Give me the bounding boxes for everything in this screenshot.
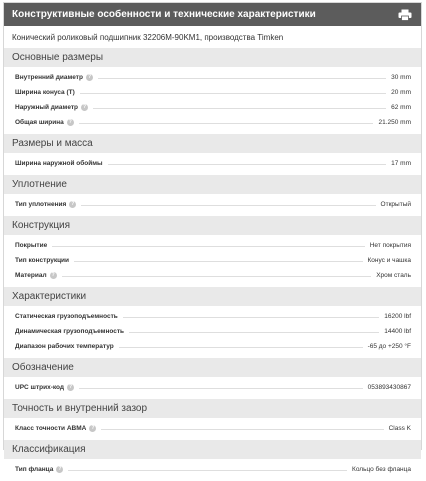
spec-value: Открытый	[380, 201, 411, 208]
spec-label-text: Диапазон рабочих температур	[15, 343, 114, 350]
section-title: Уплотнение	[4, 175, 421, 194]
spec-row	[4, 268, 421, 283]
spec-label	[15, 201, 76, 208]
spec-label	[15, 160, 103, 167]
leader-line	[98, 78, 386, 79]
section-title: Классификация	[4, 440, 421, 459]
section-rows	[4, 153, 421, 175]
leader-line	[68, 470, 347, 471]
section-rows	[4, 459, 421, 481]
spec-label-text: Динамическая грузоподъемность	[15, 328, 125, 335]
product-subtitle: Конический роликовый подшипник 32206M-90KM1, производства Timken	[12, 32, 284, 42]
section-title: Основные размеры	[4, 48, 421, 67]
help-icon[interactable]: ?	[71, 201, 75, 207]
spec-value: Кольцо без фланца	[352, 466, 411, 473]
help-icon[interactable]: ?	[87, 74, 91, 80]
spec-value: 20 mm	[391, 89, 411, 96]
leader-line	[119, 347, 363, 348]
leader-line	[123, 317, 380, 318]
panel-header	[4, 3, 421, 26]
print-icon[interactable]	[397, 8, 413, 22]
section-rows	[4, 194, 421, 216]
leader-line	[93, 108, 386, 109]
spec-value: 30 mm	[391, 74, 411, 81]
spec-row	[4, 309, 421, 324]
spec-row	[4, 238, 421, 253]
section-rows	[4, 235, 421, 287]
spec-label	[15, 272, 57, 279]
spec-value: 14400 lbf	[384, 328, 411, 335]
spec-label-text: Тип уплотнения	[15, 201, 67, 208]
spec-value: 053893430867	[367, 384, 411, 391]
spec-label	[15, 242, 47, 249]
leader-line	[79, 123, 374, 124]
section-title: Характеристики	[4, 287, 421, 306]
leader-line	[81, 205, 375, 206]
spec-row	[4, 70, 421, 85]
spec-row	[4, 462, 421, 477]
spec-value: 17 mm	[391, 160, 411, 167]
spec-label-text: Общая ширина	[15, 119, 64, 126]
spec-value: -65 до +250 °F	[367, 343, 411, 350]
spec-label	[15, 466, 63, 473]
spec-row	[4, 156, 421, 171]
section-title: Обозначение	[4, 358, 421, 377]
help-icon[interactable]: ?	[51, 272, 55, 278]
spec-label-text: Класс точности ABMA	[15, 425, 87, 432]
help-icon[interactable]: ?	[82, 104, 87, 110]
spec-row	[4, 197, 421, 212]
spec-row	[4, 115, 421, 130]
help-icon[interactable]: ?	[91, 425, 95, 431]
spec-value: Хром сталь	[376, 272, 411, 279]
leader-line	[101, 429, 383, 430]
leader-line	[62, 276, 372, 277]
section-rows	[4, 377, 421, 399]
spec-label-text: Статическая грузоподъемность	[15, 313, 118, 320]
spec-row	[4, 380, 421, 395]
spec-value: 62 mm	[391, 104, 411, 111]
section-rows	[4, 306, 421, 358]
section-title: Конструкция	[4, 216, 421, 235]
spec-label	[15, 104, 88, 111]
spec-value: 16200 lbf	[384, 313, 411, 320]
help-icon[interactable]: ?	[58, 466, 62, 472]
leader-line	[108, 164, 387, 165]
spec-label	[15, 74, 93, 81]
section-title: Точность и внутренний зазор	[4, 399, 421, 418]
section-rows	[4, 418, 421, 440]
section-rows	[4, 67, 421, 134]
spec-label	[15, 89, 75, 96]
spec-label-text: Внутренний диаметр	[15, 74, 83, 81]
spec-label	[15, 343, 114, 350]
spec-value: Конус и чашка	[367, 257, 411, 264]
leader-line	[79, 388, 363, 389]
section-title: Размеры и масса	[4, 134, 421, 153]
spec-value: Class K	[388, 425, 411, 432]
spec-label-text: Тип фланца	[15, 466, 54, 473]
spec-label-text: Покрытие	[15, 242, 48, 249]
spec-sections	[4, 48, 421, 481]
spec-label	[15, 257, 69, 264]
help-icon[interactable]: ?	[68, 119, 72, 125]
spec-label	[15, 425, 96, 432]
spec-row	[4, 100, 421, 115]
spec-label-text: UPC штрих-код	[15, 384, 65, 391]
spec-label	[15, 119, 74, 126]
spec-label-text: Наружный диаметр	[15, 104, 79, 111]
spec-row	[4, 85, 421, 100]
leader-line	[129, 332, 379, 333]
panel-title: Конструктивные особенности и технические характеристики	[12, 9, 316, 20]
spec-row	[4, 253, 421, 268]
leader-line	[74, 261, 362, 262]
spec-row	[4, 339, 421, 354]
spec-row	[4, 421, 421, 436]
spec-label	[15, 384, 74, 391]
spec-label-text: Ширина конуса (T)	[15, 89, 75, 96]
spec-label-text: Материал	[15, 272, 47, 279]
spec-label-text: Ширина наружной обоймы	[15, 160, 103, 167]
spec-value: Нет покрытия	[369, 242, 411, 249]
help-icon[interactable]: ?	[69, 384, 73, 390]
spec-label	[15, 328, 124, 335]
spec-label	[15, 313, 118, 320]
spec-row	[4, 324, 421, 339]
specs-panel	[3, 2, 422, 473]
spec-label-text: Тип конструкции	[15, 257, 70, 264]
leader-line	[80, 93, 386, 94]
leader-line	[52, 246, 365, 247]
spec-value: 21.250 mm	[378, 119, 411, 126]
